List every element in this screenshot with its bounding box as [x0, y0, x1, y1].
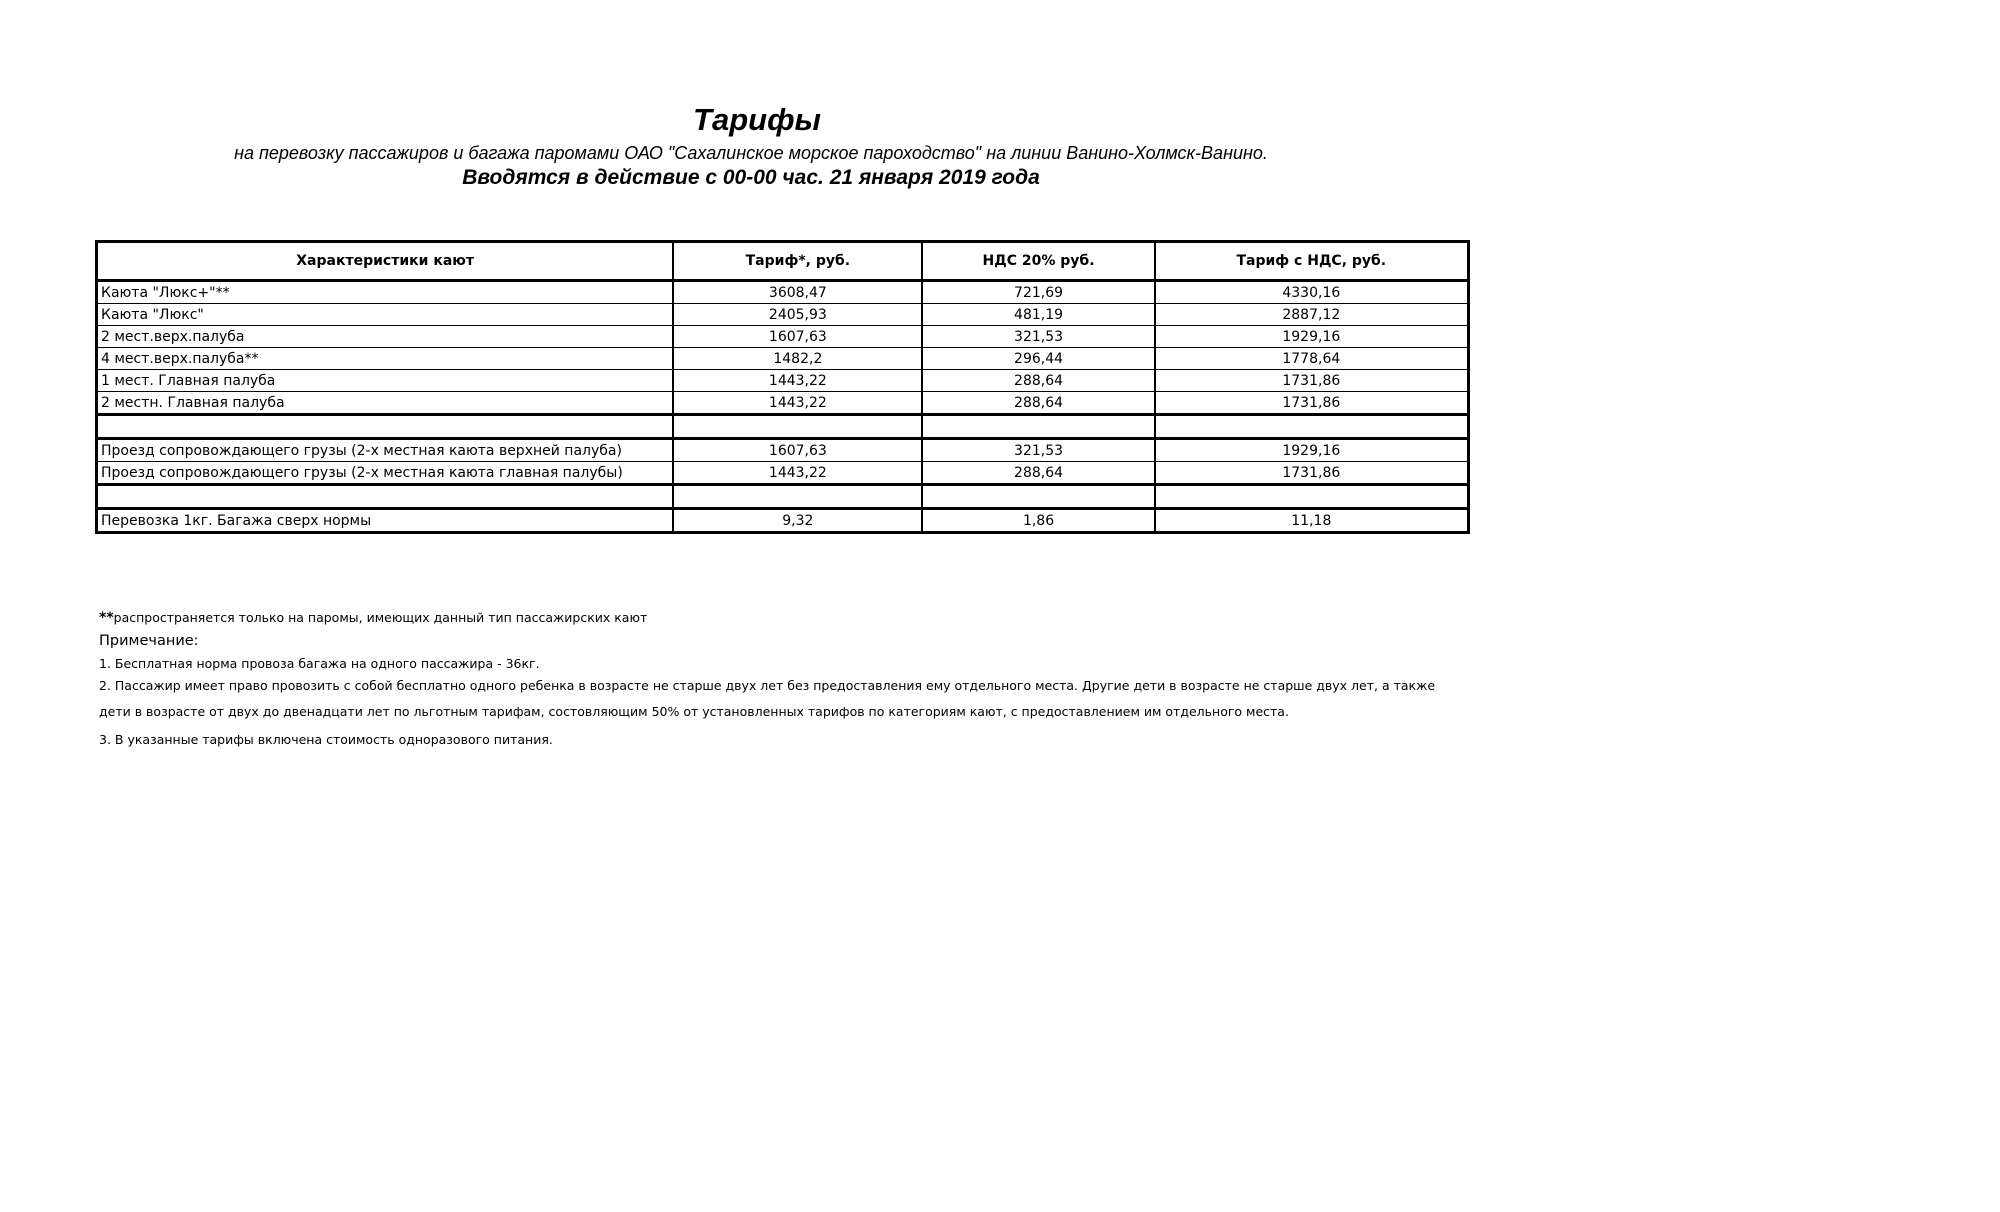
blank-cell — [673, 415, 922, 439]
cabin-name: 2 местн. Главная палуба — [97, 392, 674, 415]
table-header-row — [97, 242, 1469, 281]
blank-cell — [673, 485, 922, 509]
tariff-value: 3608,47 — [673, 281, 922, 304]
vat-value: 288,64 — [922, 392, 1154, 415]
table-row — [97, 509, 1469, 533]
tariff-value: 9,32 — [673, 509, 922, 533]
notes-label: Примечание: — [99, 633, 199, 649]
page-subtitle: на перевозку пассажиров и багажа паромами ОАО "Сахалинское морское пароходство" на линии Ванино-Холмск-Ванино. — [234, 143, 1268, 163]
cabin-name: 1 мест. Главная палуба — [97, 370, 674, 392]
vat-value: 321,53 — [922, 439, 1154, 462]
total-value: 1929,16 — [1155, 326, 1469, 348]
blank-cell — [97, 415, 674, 439]
table-row — [97, 326, 1469, 348]
tariff-value: 1607,63 — [673, 326, 922, 348]
cabin-name: Каюта "Люкс" — [97, 304, 674, 326]
total-value: 4330,16 — [1155, 281, 1469, 304]
total-value: 1731,86 — [1155, 392, 1469, 415]
footnote — [99, 607, 1459, 629]
blank-row — [97, 485, 1469, 509]
total-value: 1731,86 — [1155, 462, 1469, 485]
column-header-cabin: Характеристики кают — [97, 242, 674, 281]
column-header-total: Тариф с НДС, руб. — [1155, 242, 1469, 281]
tariff-value: 1443,22 — [673, 370, 922, 392]
vat-value: 321,53 — [922, 326, 1154, 348]
note-item: 2. Пассажир имеет право провозить с собой бесплатно одного ребенка в возрасте не старше двух лет без предоставления ему отдельного места. Другие дети в возрасте не старше двух лет, а также — [99, 678, 1436, 693]
table-row — [97, 304, 1469, 326]
blank-row — [97, 415, 1469, 439]
total-value: 11,18 — [1155, 509, 1469, 533]
blank-cell — [1155, 415, 1469, 439]
table-row — [97, 348, 1469, 370]
table-row — [97, 281, 1469, 304]
blank-cell — [922, 485, 1154, 509]
baggage-name: Перевозка 1кг. Багажа сверх нормы — [97, 509, 674, 533]
vat-value: 288,64 — [922, 462, 1154, 485]
tariff-table — [95, 240, 1470, 534]
total-value: 1731,86 — [1155, 370, 1469, 392]
blank-cell — [922, 415, 1154, 439]
vat-value: 721,69 — [922, 281, 1154, 304]
vat-value: 296,44 — [922, 348, 1154, 370]
total-value: 2887,12 — [1155, 304, 1469, 326]
cabin-name: 2 мест.верх.палуба — [97, 326, 674, 348]
notes-section — [99, 607, 1459, 751]
table-row — [97, 462, 1469, 485]
vat-value: 1,86 — [922, 509, 1154, 533]
tariff-value: 1443,22 — [673, 462, 922, 485]
tariff-value: 2405,93 — [673, 304, 922, 326]
blank-cell — [97, 485, 674, 509]
footnote-mark: ** — [99, 610, 114, 626]
note-item: 3. В указанные тарифы включена стоимость одноразового питания. — [99, 732, 553, 747]
tariff-value: 1607,63 — [673, 439, 922, 462]
vat-value: 481,19 — [922, 304, 1154, 326]
column-header-vat: НДС 20% руб. — [922, 242, 1154, 281]
total-value: 1929,16 — [1155, 439, 1469, 462]
blank-cell — [1155, 485, 1469, 509]
vat-value: 288,64 — [922, 370, 1154, 392]
column-header-tariff: Тариф*, руб. — [673, 242, 922, 281]
escort-name: Проезд сопровождающего грузы (2-х местная каюта главная палубы) — [97, 462, 674, 485]
cabin-name: Каюта "Люкс+"** — [97, 281, 674, 304]
tariff-value: 1482,2 — [673, 348, 922, 370]
page-title: Тарифы — [693, 102, 821, 137]
note-item: 1. Бесплатная норма провоза багажа на одного пассажира - 36кг. — [99, 656, 540, 671]
cabin-name: 4 мест.верх.палуба** — [97, 348, 674, 370]
total-value: 1778,64 — [1155, 348, 1469, 370]
table-row — [97, 392, 1469, 415]
tariff-value: 1443,22 — [673, 392, 922, 415]
escort-name: Проезд сопровождающего грузы (2-х местная каюта верхней палуба) — [97, 439, 674, 462]
table-row — [97, 439, 1469, 462]
effective-date: Вводятся в действие с 00-00 час. 21 января 2019 года — [462, 166, 1040, 189]
note-item: дети в возрасте от двух до двенадцати лет по льготным тарифам, состовляющим 50% от установленных тарифов по категориям кают, с предоставлением им отдельного места. — [99, 704, 1289, 719]
table-row — [97, 370, 1469, 392]
footnote-text: распространяется только на паромы, имеющих данный тип пассажирских кают — [113, 610, 648, 625]
